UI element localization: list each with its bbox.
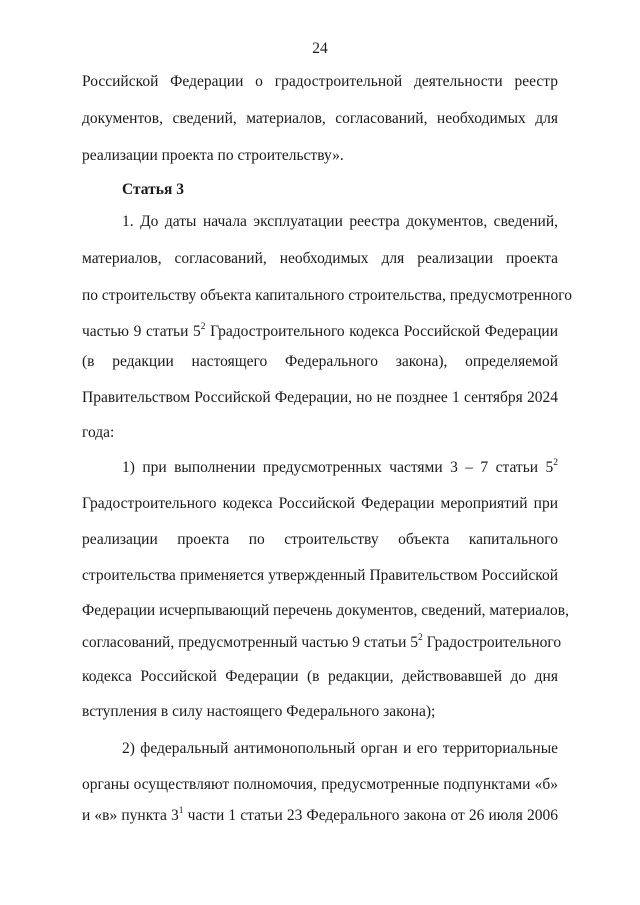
text-segment: 1) при выполнении предусмотренных частями 3 – 7 статьи 5: [122, 459, 554, 476]
text-segment: частью 9 статьи 5: [82, 323, 201, 340]
text-line: строительства применяется утвержденный Правительством Российской: [82, 567, 558, 584]
text-line: кодекса Российской Федерации (в редакции, действовавшей до дня: [82, 668, 558, 685]
text-line: [82, 322, 558, 342]
text-line: 2) федеральный антимонопольный орган и его территориальные: [122, 740, 558, 757]
text-line: [122, 458, 558, 478]
text-line: реализации проекта по строительству объекта капитального: [82, 531, 558, 548]
text-line: года:: [82, 424, 115, 441]
text-line: 1. До даты начала эксплуатации реестра документов, сведений,: [122, 213, 558, 230]
superscript: 2: [418, 632, 423, 643]
text-line: документов, сведений, материалов, согласований, необходимых для: [82, 110, 558, 127]
text-segment: согласований, предусмотренный частью 9 статьи 5: [82, 634, 418, 651]
text-line: [82, 806, 558, 826]
text-line: [82, 632, 562, 653]
text-line: Российской Федерации о градостроительной деятельности реестр: [82, 73, 558, 90]
article-heading: Статья 3: [122, 181, 184, 198]
superscript: 2: [553, 457, 558, 468]
superscript: 2: [200, 321, 206, 332]
text-line: Правительством Российской Федерации, но не позднее 1 сентября 2024: [82, 389, 558, 406]
text-line: по строительству объекта капитального строительства, предусмотренного: [82, 287, 572, 304]
text-line: (в редакции настоящего Федерального закона), определяемой: [82, 353, 558, 370]
superscript: 1: [178, 805, 184, 816]
text-line: реализации проекта по строительству».: [82, 147, 344, 164]
page-number: 24: [312, 40, 328, 57]
text-segment: Градостроительного: [422, 634, 562, 651]
text-line: материалов, согласований, необходимых для реализации проекта: [82, 250, 558, 267]
text-segment: Градостроительного кодекса Российской Федерации: [205, 323, 559, 340]
text-segment: части 1 статьи 23 Федерального закона от 26 июля 2006: [183, 807, 558, 824]
text-line: органы осуществляют полномочия, предусмотренные подпунктами «б»: [82, 776, 558, 793]
text-line: Федерации исчерпывающий перечень документов, сведений, материалов,: [82, 602, 570, 619]
text-line: вступления в силу настоящего Федерального закона);: [82, 703, 436, 720]
text-segment: и «в» пункта 3: [82, 807, 179, 824]
text-line: Градостроительного кодекса Российской Федерации мероприятий при: [82, 495, 558, 512]
